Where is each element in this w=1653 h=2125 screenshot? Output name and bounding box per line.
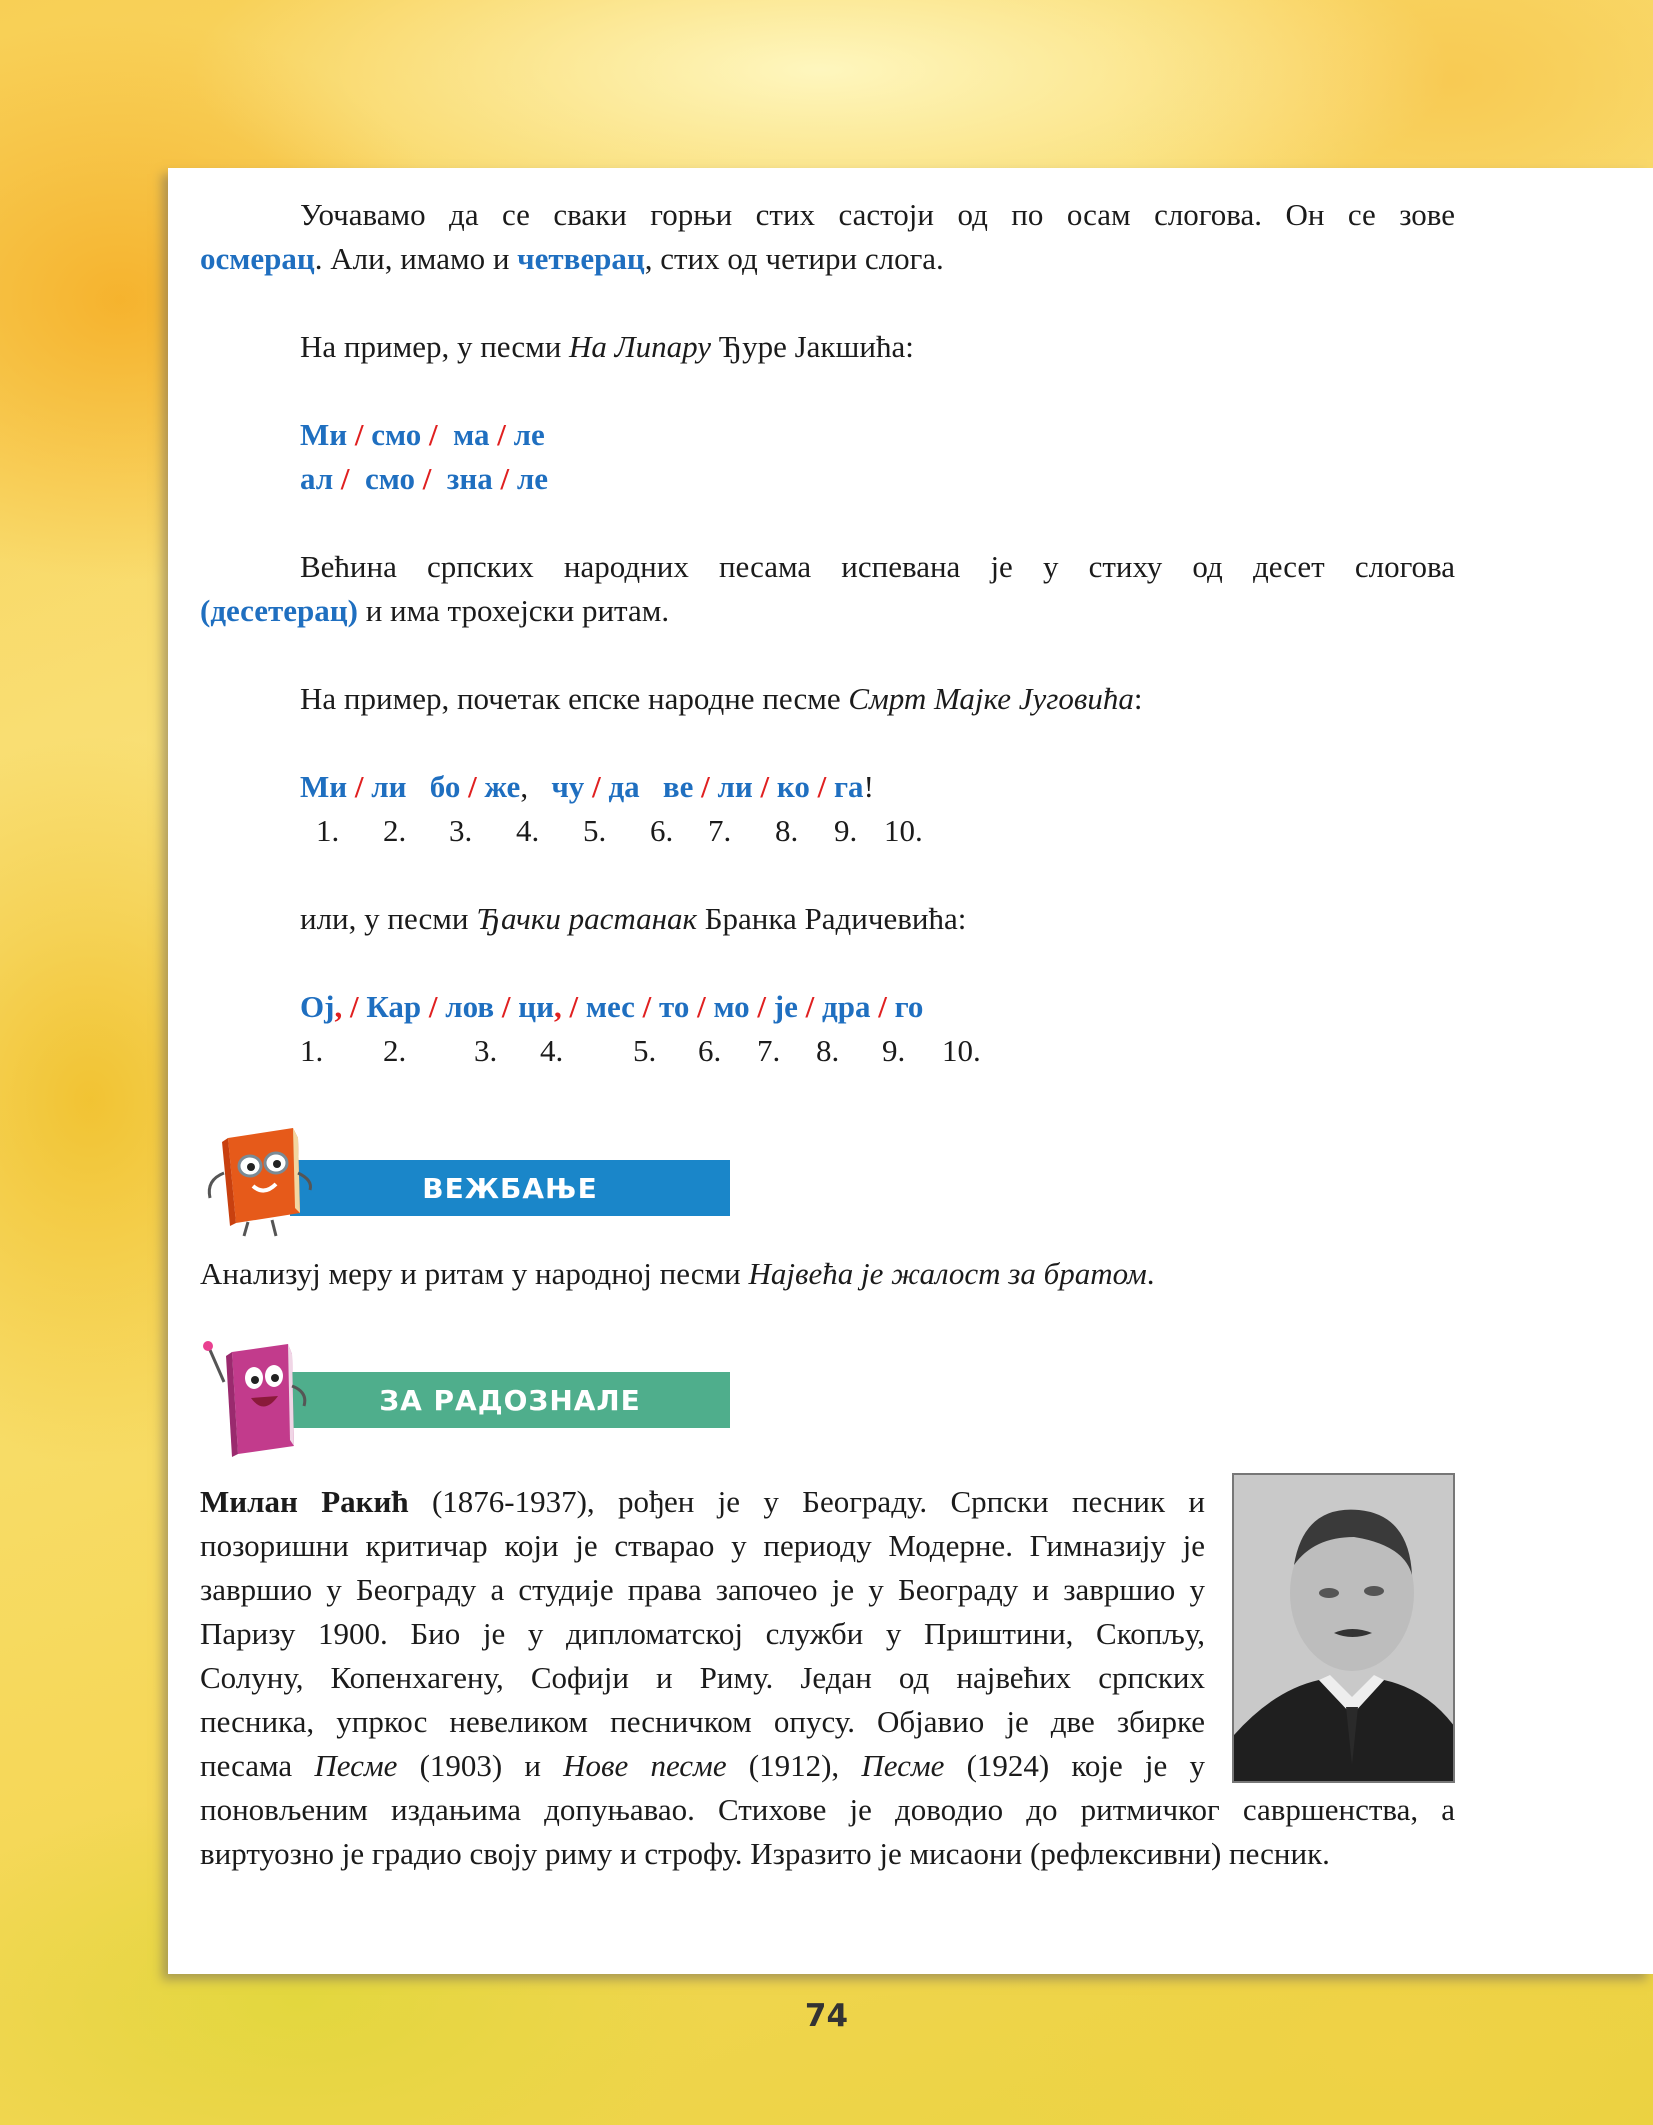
term-cetverac: четверац (517, 241, 645, 276)
syllable: ал (300, 461, 334, 496)
verse-lipar-line1 (300, 413, 545, 457)
syllable-separator: / (415, 461, 447, 496)
syllable-number: 2. (383, 813, 407, 848)
syllable-separator: / (870, 989, 895, 1024)
syllable-number: 5. (633, 1033, 657, 1068)
syllable: ли (371, 769, 407, 804)
bio-line-9: виртуозно је градио своју риму и строфу. Изразито је мисаони (рефлексивни) песник. (200, 1836, 1330, 1871)
syllable: да (608, 769, 640, 804)
syllable: Кар (366, 989, 422, 1024)
syllable-separator (407, 769, 430, 804)
syllable: ве (662, 769, 694, 804)
syllable-separator: / (492, 461, 517, 496)
syllable-number: 8. (775, 813, 799, 848)
syllable-number: 4. (516, 813, 540, 848)
syllable: смо (365, 461, 416, 496)
verse-jugovici (300, 765, 874, 809)
syllable: то (659, 989, 690, 1024)
exercise-banner: ВЕЖБАЊЕ (290, 1160, 730, 1216)
syllable-separator: / (634, 989, 659, 1024)
syllable-separator: / (421, 417, 454, 452)
syllable-number: 7. (708, 813, 732, 848)
syllable: ли (717, 769, 753, 804)
syllable-separator: , / (553, 989, 586, 1024)
syllable: ле (513, 417, 545, 452)
syllable-number: 8. (816, 1033, 840, 1068)
syllable-separator: / (347, 417, 372, 452)
syllable-separator: / (347, 769, 372, 804)
syllable-separator: / (752, 769, 777, 804)
curious-banner: ЗА РАДОЗНАЛЕ (290, 1372, 730, 1428)
syllable-separator: / (460, 769, 485, 804)
syllable: Ми (300, 417, 348, 452)
term-osmerac: осмерац (200, 241, 315, 276)
syllable-separator: / (584, 769, 609, 804)
page-number: 74 (804, 1998, 849, 2034)
syllable-number: 3. (474, 1033, 498, 1068)
syllable: го (894, 989, 924, 1024)
poem-title-zalost: Највећа је жалост за братом (748, 1256, 1147, 1291)
syllable-separator: / (689, 989, 714, 1024)
syllable: га (833, 769, 864, 804)
paragraph-osmerac-line1: Уочавамо да се сваки горњи стих састоји од по осам слогова. Он се зове (300, 197, 1455, 232)
verse-lipar-line2 (300, 457, 548, 501)
syllable-number: 3. (449, 813, 473, 848)
syllable-number: 5. (583, 813, 607, 848)
syllable: ци (518, 989, 554, 1024)
syllable-number: 6. (650, 813, 674, 848)
bio-line-5: Солуну, Копенхагену, Софији и Риму. Један од највећих српских (200, 1660, 1205, 1695)
syllable-separator: / (749, 989, 774, 1024)
syllable: бо (429, 769, 461, 804)
syllable: лов (445, 989, 495, 1024)
syllable-separator: / (421, 989, 446, 1024)
syllable-number: 6. (698, 1033, 722, 1068)
bio-line-6: песника, упркос невеликом песничком опусу. Објавио је две збирке (200, 1704, 1205, 1739)
syllable-separator: / (333, 461, 366, 496)
syllable: је (773, 989, 798, 1024)
syllable-separator: / (693, 769, 718, 804)
paragraph-deseterac-line2: (десетерац) и има трохејски ритам. (200, 593, 670, 628)
syllable-separator: , (520, 769, 552, 804)
syllable-separator: / (809, 769, 834, 804)
orange-book-mascot-icon (198, 1118, 318, 1238)
term-deseterac: (десетерац) (200, 593, 358, 628)
syllable: чу (551, 769, 585, 804)
syllable: же (484, 769, 521, 804)
bio-line-4: Паризу 1900. Био је у дипломатској служби у Приштини, Скопљу, (200, 1616, 1205, 1651)
portrait-illustration (1234, 1475, 1455, 1783)
syllable: ма (453, 417, 490, 452)
syllable-number: 9. (834, 813, 858, 848)
syllable: смо (371, 417, 422, 452)
syllable-number: 10. (942, 1033, 981, 1068)
syllable: ко (776, 769, 810, 804)
syllable-number: 1. (300, 1033, 324, 1068)
bio-line-1: Милан Ракић (1876-1937), рођен је у Београду. Српски песник и (200, 1484, 1205, 1519)
syllable: ле (516, 461, 548, 496)
syllable: мес (585, 989, 635, 1024)
syllable-number: 7. (757, 1033, 781, 1068)
syllable: Ми (300, 769, 348, 804)
syllable-separator: / (489, 417, 514, 452)
example-intro-jugovici: На пример, почетак епске народне песме Смрт Мајке Југовића: (300, 681, 1143, 716)
poem-title-lipar: На Липару (569, 329, 712, 364)
syllable-number: 1. (316, 813, 340, 848)
syllable-number: 4. (540, 1033, 564, 1068)
portrait-photo (1232, 1473, 1455, 1783)
syllable: дра (822, 989, 871, 1024)
bio-line-7: песама Песме (1903) и Нове песме (1912), Песме (1924) које је у (200, 1748, 1205, 1783)
exercise-task: Анализуј меру и ритам у народној песми Највећа је жалост за братом. (200, 1256, 1155, 1291)
example-intro-rastanak: или, у песми Ђачки растанак Бранка Радичевића: (300, 901, 967, 936)
poem-title-rastanak: Ђачки растанак (476, 901, 697, 936)
pink-book-mascot-icon (196, 1336, 316, 1466)
syllable-number: 10. (884, 813, 923, 848)
bio-name: Милан Ракић (200, 1484, 409, 1519)
bio-line-3: завршио у Београду а студије права започео је у Београду и завршио у (200, 1572, 1205, 1607)
paragraph-osmerac-line2: осмерац. Али, имамо и четверац, стих од четири слога. (200, 241, 944, 276)
paragraph-deseterac-line1: Већина српских народних песама испевана је у стиху од десет слогова (300, 549, 1455, 584)
syllable-separator: / (797, 989, 823, 1024)
syllable: Ој (300, 989, 335, 1024)
syllable-separator: / (494, 989, 519, 1024)
syllable-number: 2. (383, 1033, 407, 1068)
syllable: зна (446, 461, 493, 496)
syllable-separator: ! (863, 769, 874, 804)
syllable: мо (713, 989, 750, 1024)
verse-rastanak (300, 985, 923, 1029)
syllable-number: 9. (882, 1033, 906, 1068)
example-intro-lipar: На пример, у песми На Липару Ђуре Јакшића: (300, 329, 914, 364)
bio-line-8: поновљеним издањима допуњавао. Стихове је доводио до ритмичког савршенства, а (200, 1792, 1455, 1827)
poem-title-jugovici: Смрт Мајке Југовића (848, 681, 1134, 716)
syllable-separator (640, 769, 663, 804)
bio-line-2: позоришни критичар који је стварао у периоду Модерне. Гимназију је (200, 1528, 1205, 1563)
syllable-separator: , / (334, 989, 367, 1024)
